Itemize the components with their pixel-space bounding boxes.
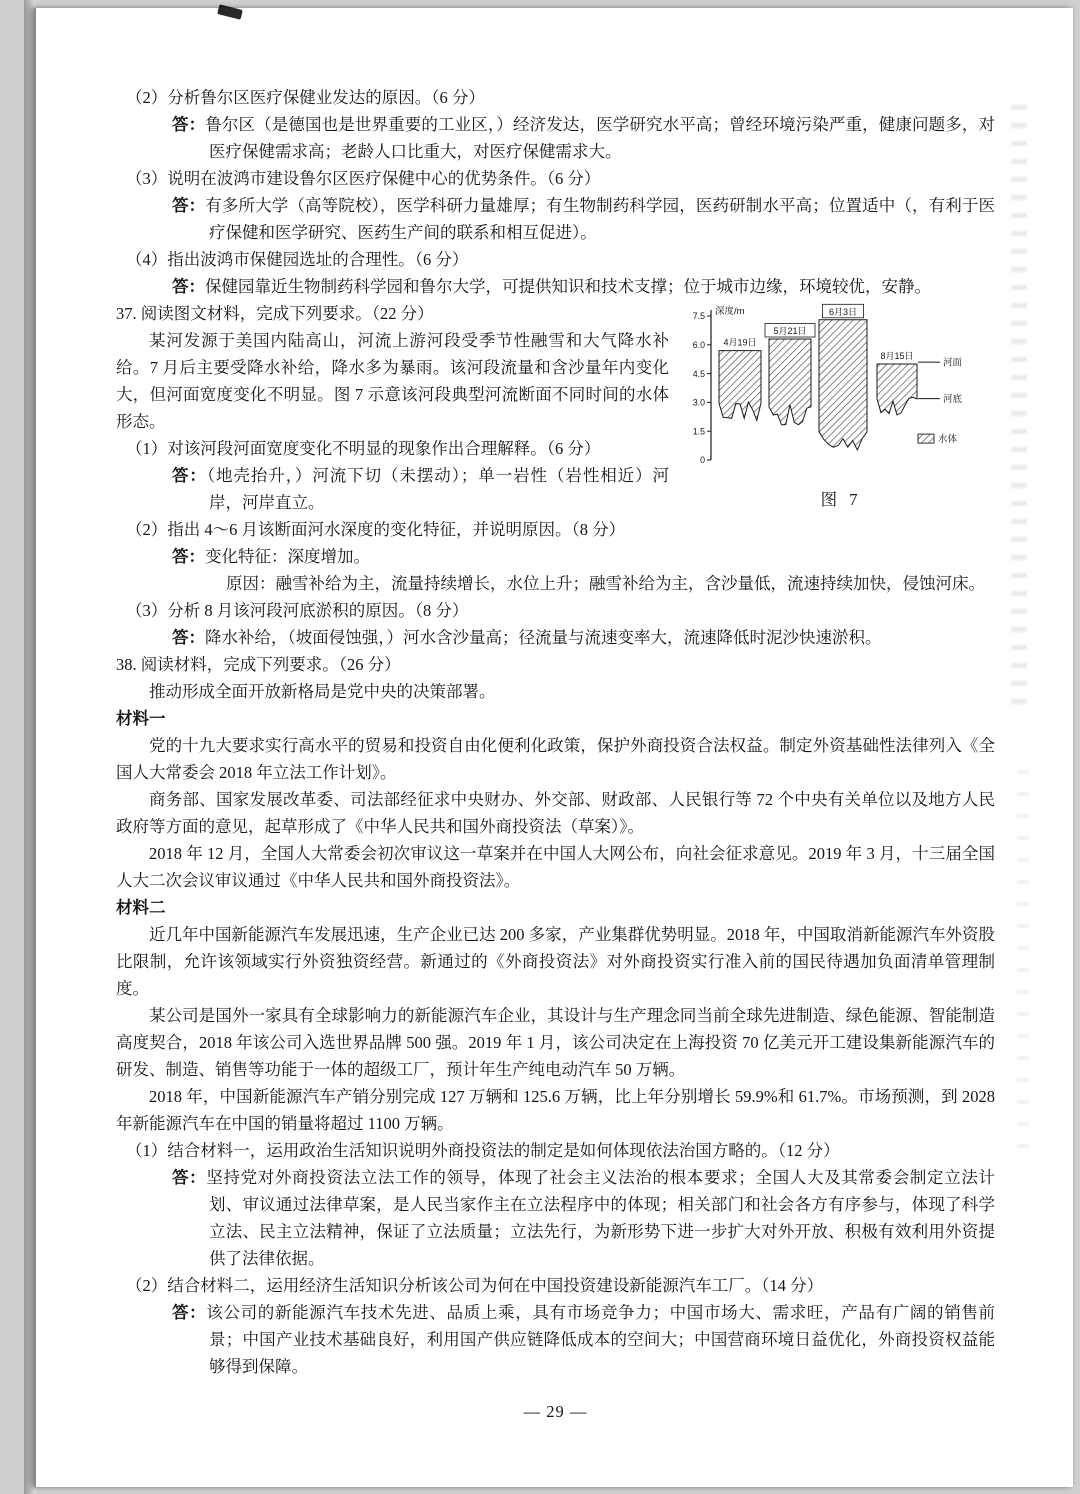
answer-text: 该公司的新能源汽车技术先进、品质上乘，具有市场竞争力；中国市场大、需求旺，产品有广阔的销售前景；中国产业技术基础良好，利用国产供应链降低成本的空间大；中国营商环境日益优化，外商投资权益能够得到保障。 — [206, 1303, 996, 1376]
svg-text:3.0: 3.0 — [692, 397, 705, 408]
svg-text:6月3日: 6月3日 — [828, 306, 858, 317]
question-37-part1: （1）对该河段河面宽度变化不明显的现象作出合理解释。（6 分） — [126, 439, 601, 458]
answer-38-part1 — [116, 1164, 995, 1272]
material2-paragraph-3: 2018 年，中国新能源汽车产销分别完成 127 万辆和 125.6 万辆，比上年分别增长 59.9%和 61.7%。市场预测，到 2028 年新能源汽车在中国的销量将超过 1100 万辆。 — [116, 1087, 995, 1133]
material1-heading: 材料一 — [116, 709, 166, 728]
svg-text:河底: 河底 — [943, 393, 963, 405]
page-number: — 29 — — [523, 1402, 588, 1421]
svg-text:0: 0 — [700, 455, 705, 466]
answer-36-part3 — [116, 192, 995, 246]
question-38-part1: （1）结合材料一，运用政治生活知识说明外商投资法的制定是如何体现依法治国方略的。（12 分） — [126, 1141, 840, 1160]
question-37-title: 37. 阅读图文材料，完成下列要求。（22 分） — [116, 304, 434, 323]
figure7-caption: 图 7 — [820, 490, 862, 509]
material2-heading: 材料二 — [116, 898, 166, 917]
question-37-section — [116, 300, 995, 651]
answer-label: 答： — [172, 115, 206, 134]
page-content — [116, 84, 995, 1425]
answer-label: 答： — [172, 1168, 207, 1187]
svg-text:4.5: 4.5 — [692, 368, 705, 379]
svg-text:深度/m: 深度/m — [715, 306, 745, 317]
svg-text:4月19日: 4月19日 — [723, 337, 757, 348]
svg-text:8月15日: 8月15日 — [880, 351, 914, 361]
question-37-part2: （2）指出 4～6 月该断面河水深度的变化特征，并说明原因。（8 分） — [126, 520, 626, 539]
answer-36-part4 — [116, 273, 995, 300]
answer-text: 坚持党对外商投资法立法工作的领导，体现了社会主义法治的根本要求；全国人大及其常委会制定立法计划、审议通过法律草案，是人民当家作主在立法程序中的体现；相关部门和社会各方有序参与，体现了科学立法、民主立法精神，保证了立法质量；立法先行，为新形势下进一步扩大对外开放、积极有效利用外资提供了法律依据。 — [206, 1168, 996, 1268]
answer-text: 有多所大学（高等院校），医学科研力量雄厚；有生物制药科学园，医药研制水平高；位置适中（，有利于医疗保健和医学研究、医药生产间的联系和相互促进）。 — [205, 196, 996, 242]
svg-text:7.5: 7.5 — [692, 311, 705, 322]
answer-label: 答： — [172, 628, 205, 647]
figure7-river-cross-section-chart — [687, 302, 995, 482]
answer-37-part3 — [116, 624, 995, 651]
material2-paragraph-1: 近几年中国新能源汽车发展迅速，生产企业已达 200 多家，产业集群优势明显。2018 年，中国取消新能源汽车外资股比限制，允许该领域实行外资独资经营。新通过的《外商投资法》对外商投资实行准入前的国民待遇加负面清单管理制度。 — [116, 925, 995, 998]
material1-paragraph-3: 2018 年 12 月，全国人大常委会初次审议这一草案并在中国人大网公布，向社会征求意见。2019 年 3 月，十三届全国人大二次会议审议通过《中华人民共和国外商投资法》。 — [116, 844, 995, 890]
answer-text: 保健园靠近生物制药科学园和鲁尔大学，可提供知识和技术支撑；位于城市边缘，环境较优，安静。 — [205, 277, 931, 296]
svg-text:5月21日: 5月21日 — [773, 326, 807, 336]
answer-text: 降水补给，（坡面侵蚀强，）河水含沙量高；径流量与流速变率大，流速降低时泥沙快速淤积。 — [205, 628, 882, 647]
figure7-svg — [687, 302, 993, 474]
question-36-part2: （2）分析鲁尔区医疗保健业发达的原因。（6 分） — [126, 88, 485, 107]
answer-label: 答： — [172, 277, 205, 296]
material2-paragraph-2: 某公司是国外一家具有全球影响力的新能源汽车企业，其设计与生产理念同当前全球先进制造、绿色能源、智能制造高度契合，2018 年该公司入选世界品牌 500 强。2019 年 1 月，该公司决定在上海投资 70 亿美元开工建设集新能源汽车的研发、制造、销售等功能于一体的超级工厂，预计年生产纯电动汽车 50 万辆。 — [116, 1006, 995, 1079]
question-38-lead: 推动形成全面开放新格局是党中央的决策部署。 — [149, 682, 496, 701]
answer-36-part2 — [116, 111, 995, 165]
svg-text:6.0: 6.0 — [692, 340, 705, 350]
answer-38-part2 — [116, 1299, 995, 1380]
answer-37-part2-reason: 原因：融雪补给为主，流量持续增长，水位上升；融雪补给为主，含沙量低，流速持续加快，侵蚀河床。 — [226, 574, 985, 593]
question-37-part3: （3）分析 8 月该河段河底淤积的原因。（8 分） — [126, 601, 469, 620]
question-37-intro: 某河发源于美国内陆高山，河流上游河段受季节性融雪和大气降水补给。7 月后主要受降水补给，降水多为暴雨。该河段流量和含沙量年内变化大，但河面宽度变化不明显。图 7 示意该河段典型河流断面不同时间的水体形态。 — [116, 331, 669, 431]
answer-label: 答： — [172, 196, 206, 215]
question-38-section — [116, 651, 995, 1380]
answer-text: （地壳抬升，）河流下切（未摆动）；单一岩性（岩性相近）河岸，河岸直立。 — [206, 466, 670, 512]
answer-37-part2 — [116, 543, 995, 570]
svg-text:河面: 河面 — [943, 357, 963, 369]
question-38-title: 38. 阅读材料，完成下列要求。（26 分） — [116, 655, 401, 674]
material1-paragraph-2: 商务部、国家发展改革委、司法部经征求中央财办、外交部、财政部、人民银行等 72 个中央有关单位以及地方人民政府等方面的意见，起草形成了《中华人民共和国外商投资法（草案）》。 — [116, 790, 995, 836]
scan-ghost-streak-2 — [1017, 768, 1029, 1148]
question-36-part3: （3）说明在波鸿市建设鲁尔区医疗保健中心的优势条件。（6 分） — [126, 169, 601, 188]
answer-label: 答： — [172, 1303, 207, 1322]
question-36-section — [116, 84, 995, 300]
document-page — [34, 8, 1073, 1487]
svg-text:1.5: 1.5 — [692, 426, 705, 437]
question-38-part2: （2）结合材料二，运用经济生活知识分析该公司为何在中国投资建设新能源汽车工厂。（14 分） — [126, 1276, 824, 1295]
answer-text: 变化特征：深度增加。 — [205, 547, 370, 566]
svg-text:水体: 水体 — [938, 434, 958, 446]
material1-paragraph-1: 党的十九大要求实行高水平的贸易和投资自由化便利化政策，保护外商投资合法权益。制定外资基础性法律列入《全国人大常委会 2018 年立法工作计划》。 — [116, 736, 995, 782]
answer-text: 鲁尔区（是德国也是世界重要的工业区，）经济发达，医学研究水平高；曾经环境污染严重，健康问题多，对医疗保健需求高；老龄人口比重大，对医疗保健需求大。 — [205, 115, 996, 161]
scan-ghost-streak — [1011, 104, 1027, 704]
answer-label: 答： — [172, 547, 205, 566]
question-36-part4: （4）指出波鸿市保健园选址的合理性。（6 分） — [126, 250, 469, 269]
figure-7 — [687, 302, 995, 513]
answer-label: 答： — [172, 466, 207, 485]
scan-artifact-mark — [217, 4, 243, 20]
